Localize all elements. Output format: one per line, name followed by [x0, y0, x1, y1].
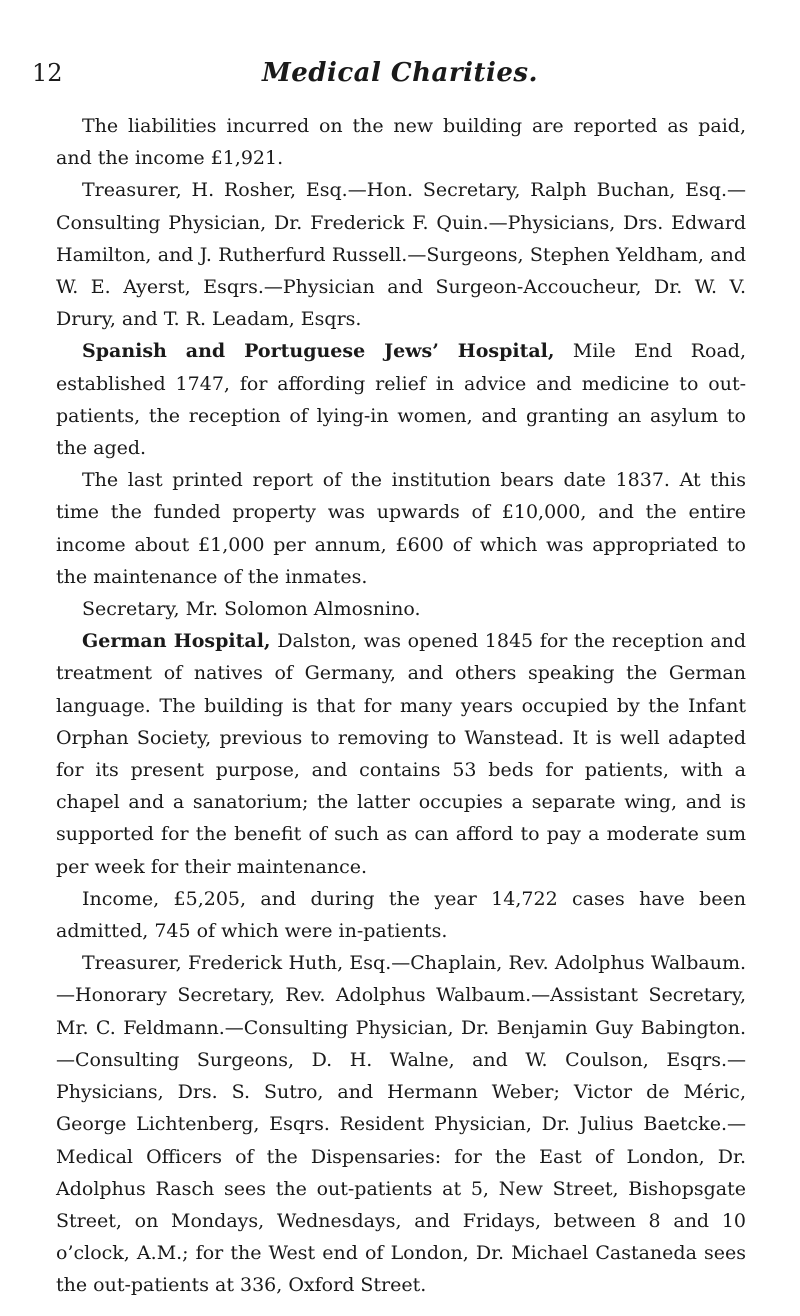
entry-heading: Spanish and Portuguese Jews’ Hospital,	[82, 340, 555, 363]
paragraph-spanish-portuguese-hospital	[56, 335, 746, 464]
paragraph-officers	[56, 174, 746, 335]
entry-heading: German Hospital,	[82, 630, 271, 653]
paragraph-text: The last printed report of the institution bears date 1837. At this time the funded property was upwards of £10,000, and the entire income about £1,000 per annum, £600 of which was appropriated to the maintenance of the inmates.	[56, 469, 746, 588]
paragraph-text: Secretary, Mr. Solomon Almosnino.	[82, 598, 421, 621]
paragraph-text: Income, £5,205, and during the year 14,722 cases have been admitted, 745 of which were in-patients.	[56, 887, 746, 943]
paragraph-text: Treasurer, Frederick Huth, Esq.—Chaplain, Rev. Adolphus Walbaum.—Honorary Secretary, Rev. Adolphus Walbaum.—Assistant Secretary, Mr. C. Feldmann.—Consulting Physician, Dr. Benjamin Guy Babington.—Consulting Surgeons, D. H. Walne, and W. Coulson, Esqrs.—Physicians, Drs. S. Sutro, and Hermann Weber; Victor de Méric, George Lichtenberg, Esqrs. Resident Physician, Dr. Julius Baetcke.—Medical Officers of the Dispensaries: for the East of London, Dr. Adolphus Rasch sees the out-patients at 5, New Street, Bishopsgate Street, on Mondays, Wednesdays, and Fridays, between 8 and 10 o’clock, A.M.; for the West end of London, Dr. Michael Castaneda sees the out-patients at 336, Oxford Street.	[56, 952, 746, 1297]
paragraph-secretary	[56, 593, 746, 625]
body-text	[56, 110, 746, 1302]
page-number: 12	[32, 59, 63, 87]
paragraph-income	[56, 883, 746, 947]
running-title: Medical Charities.	[261, 58, 539, 88]
paragraph-staff	[56, 947, 746, 1301]
paragraph-last-report	[56, 464, 746, 593]
paragraph-text: Dalston, was opened 1845 for the reception and treatment of natives of Germany, and others speaking the German language. The building is that for many years occupied by the Infant Orphan Society, previous to removing to Wanstead. It is well adapted for its present purpose, and contains 53 beds for patients, with a chapel and a sanatorium; the latter occupies a separate wing, and is supported for the benefit of such as can afford to pay a moderate sum per week for their maintenance.	[56, 630, 746, 878]
paragraph-text: Treasurer, H. Rosher, Esq.—Hon. Secretary, Ralph Buchan, Esq.—Consulting Physician, Dr. Frederick F. Quin.—Physicians, Drs. Edward Hamilton, and J. Rutherfurd Russell.—Surgeons, Stephen Yeldham, and W. E. Ayerst, Esqrs.—Physician and Surgeon-Accoucheur, Dr. W. V. Drury, and T. R. Leadam, Esqrs.	[56, 179, 746, 331]
paragraph-text: Mile End Road, established 1747, for affording relief in advice and medicine to out-patients, the reception of lying-in women, and granting an asylum to the aged.	[56, 340, 747, 460]
paragraph-building-liabilities	[56, 110, 746, 174]
paragraph-text: The liabilities incurred on the new building are reported as paid, and the income £1,921.	[56, 115, 746, 170]
page-header	[32, 56, 768, 90]
paragraph-german-hospital	[56, 625, 746, 883]
